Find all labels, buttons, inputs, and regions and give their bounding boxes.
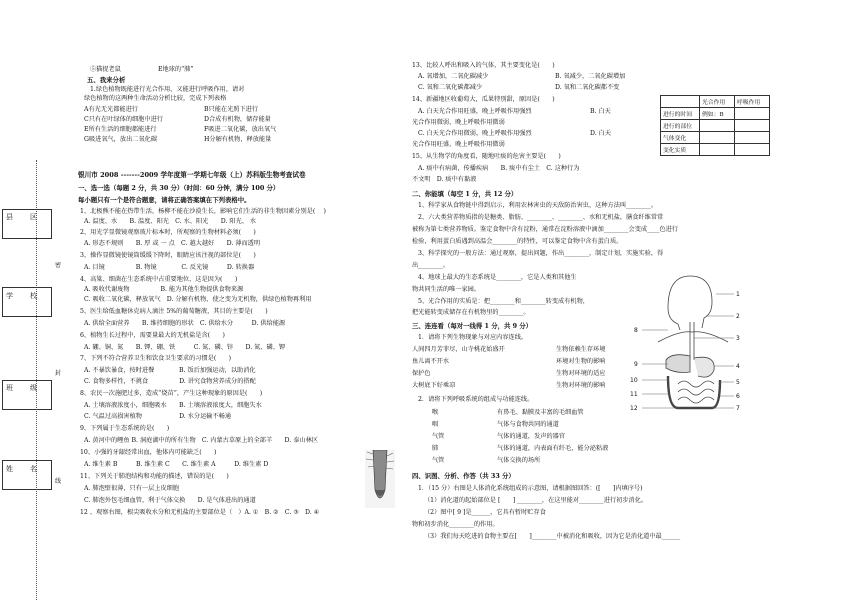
question-line: 1．（15 分）右图是人体消化系统组成的示意图，请根据图回答：([ ]内填序号) — [418, 485, 643, 492]
option-line: A. 温度、水 B. 温度、阳光 C. 水、阳光 D. 阳光、 水 — [84, 218, 257, 225]
match-left-item[interactable]: 气管 — [432, 433, 445, 440]
fill-line: 3、科学探究的一般方法：通过观察，提出问题，作出________，制定计划，实施实验，得 — [418, 250, 664, 257]
option-line: B. 白天 — [590, 108, 611, 115]
figure-label: 11 — [630, 391, 638, 398]
seal-char-2: 封 — [55, 370, 62, 377]
comparison-table — [660, 95, 770, 156]
match-right-item[interactable]: 环境对生物的影响 — [556, 358, 606, 365]
root-tip-figure — [365, 450, 395, 508]
question-line: 11、下列关于肺泡结构和功能的描述，错误的是( ) — [80, 473, 229, 480]
option-line: A. 白天光合作用旺盛，晚上呼吸作用强烈 — [418, 108, 532, 115]
option-line: A. 土壤溶液浓度小，细胞吸水 B. 土壤溶液浓度大，细胞失水 — [84, 402, 262, 409]
class-label: 班 级 — [6, 384, 42, 392]
table-cell[interactable] — [735, 144, 770, 156]
match-left-item[interactable]: 保护色 — [412, 370, 431, 377]
match-left-item[interactable]: 喉 — [432, 409, 439, 416]
option-line: A. 黄河中的鲤鱼 B. 洞庭湖中的所有生物 C. 内蒙古草原上的全部羊 D. 泰山林区 — [84, 437, 318, 444]
match-right-item[interactable]: 生物依赖生存环境 — [556, 346, 606, 353]
option-line: A. 不暴饮暴食，按时进餐 B. 饭后加强运动，以助消化 — [84, 367, 256, 374]
question-line: 2．请将下列呼吸系统的组成与功能连线。 — [418, 396, 534, 403]
match-left-item[interactable]: 肺 — [432, 445, 439, 452]
option-line: G吸进氧气，放出二氧化碳 — [84, 136, 158, 143]
table-cell — [661, 96, 700, 108]
table-cell: 进行的部位 — [661, 120, 700, 132]
question-line: 1．请将下列生物现象与对应内容连线。 — [418, 334, 528, 341]
option-line: A. 肺泡壁很薄，只有一层上皮细胞 — [84, 485, 180, 492]
option-line: C. 吸收二氧化碳，释放氧气 D. 分解有机物，使之变为无机物，供绿色植物再利用 — [84, 296, 312, 303]
question-line: 1、北极熊不能在热带生活，杨柳不能在沙漠生长，影响它们生活的非生物因素分别是( ) — [80, 208, 326, 215]
part1-note: 每小题只有一个是符合题意，请将正确答案填在下列表格中。 — [78, 196, 251, 204]
item-line: ⑤猫捉老鼠 — [90, 66, 121, 73]
option-line: A. 维生素 B B. 维生素 C C. 维生素 A D. 维生素 D — [84, 461, 269, 468]
option-line: A有光无光都能进行 — [84, 106, 138, 113]
section-heading-2: 二、你能填（每空 1 分，共 12 分） — [412, 190, 518, 198]
option-line: C. 食物多样性，不挑食 D. 讲究食物营养成分的搭配 — [84, 378, 256, 385]
figure-label: 6 — [736, 393, 740, 400]
fill-line: 把光能转变成储存在有机物里的________。 — [412, 309, 530, 316]
table-cell[interactable]: 光合作用 — [700, 96, 735, 108]
section-heading-5: 五、我来分析 — [87, 76, 126, 84]
table-cell[interactable] — [700, 144, 735, 156]
option-line: A. 氧增加，二氧化碳减少 — [418, 73, 489, 80]
option-line: D合成有机物，储存能量 — [204, 116, 271, 123]
match-right-item[interactable]: 生物对环境的适应 — [556, 370, 606, 377]
table-cell[interactable] — [735, 132, 770, 144]
question-line: 9、下列属于生态系统的是( ) — [80, 425, 170, 432]
figure-label: 1 — [736, 291, 740, 298]
item-line: 绿色植物的这两种生命活动分析比较，完成下列表格 — [84, 95, 227, 102]
question-line: 5、医生给低血糖休克病人滴注 5%的葡萄糖液，其目的主要是( ) — [80, 308, 268, 315]
question-line: 14、新疆地区收葡萄大，瓜果特别甜，原因是( ) — [412, 96, 555, 103]
option-line: A. 痰中有病菌，传播疾病 B. 痰中有尘土 C. 这种行为 — [418, 165, 580, 172]
table-cell[interactable]: 呼吸作用 — [735, 96, 770, 108]
table-cell: 变化实质 — [661, 144, 700, 156]
question-line: 13、比较人呼出和吸入的气体，其主要变化是( ) — [412, 62, 555, 69]
fill-line: 物共同生活的唯一家园。 — [412, 286, 481, 293]
option-line: A. 硼、铜、氮 B. 钾、硼、铁 C. 氮、磷、锌 D. 氮、磷、钾 — [84, 344, 286, 351]
option-line: A. 供给全面营养 B. 维持细胞的形状 C. 供给水分 D. 供给能源 — [84, 320, 286, 327]
question-line: 4、高粱、细菌在生态系统中占重要地位，这是因为( ) — [80, 276, 238, 283]
fill-line: 物和初步消化________的作用。 — [412, 521, 499, 528]
match-left-item[interactable]: 气管 — [432, 457, 445, 464]
table-cell[interactable] — [735, 108, 770, 120]
table-cell: 进行的时间 — [661, 108, 700, 120]
section-heading-4: 四、识图、分析、作答（共 33 分） — [412, 472, 515, 480]
fill-line: 出________。 — [412, 262, 450, 269]
table-cell[interactable] — [700, 120, 735, 132]
section-heading-3: 三、连连看（每对一线得 1 分，共 9 分） — [412, 322, 533, 330]
exam-title: 银川市 2008 -------2009 学年度第一学期七年级（上）苏科版生物考查试卷 — [78, 171, 306, 179]
option-line: B. 氧减少，二氧化碳增加 — [555, 73, 626, 80]
question-line: 2、用光学显微镜观察玻片标本时，所观察的生物材料必须( ) — [80, 229, 256, 236]
table-cell[interactable] — [700, 132, 735, 144]
table-cell: 气体变化 — [661, 132, 700, 144]
part1-heading: 一、选一选（每题 2 分，共 30 分）（时间：60 分钟，满分 100 分） — [78, 184, 280, 192]
option-line: H分解有机物，释放能量 — [204, 136, 272, 143]
question-line: 6、植物生长过程中，需要量最大的无机盐是含( ) — [80, 332, 225, 339]
figure-label: 7 — [736, 405, 740, 412]
figure-label: 4 — [736, 363, 740, 370]
match-right-item[interactable]: 生物对环境的影响 — [556, 382, 606, 389]
figure-label: 12 — [630, 405, 638, 412]
question-line: 10、小强的牙龈经常出血，他体内可能缺乏( ) — [80, 449, 217, 456]
option-line: D. 氧和二氧化碳都不变 — [555, 84, 620, 91]
option-line: C. 氧和二氧化碳都减少 — [418, 84, 483, 91]
option-line: C. 白天光合作用微弱，晚上呼吸作用强烈 — [418, 130, 532, 137]
option-line: B只能在光照下进行 — [204, 106, 259, 113]
option-line: A. 形态不规则 B. 厚 或 一 点 C. 越大越好 D. 薄而透明 — [84, 240, 261, 247]
fill-line: 5、光合作用的实质是：把________和________转变成有机物， — [418, 298, 589, 305]
figure-label: 8 — [634, 327, 638, 334]
match-left-item[interactable]: 大树底下好乘凉 — [412, 382, 456, 389]
question-line: 15、从生物学的角度看，随地吐痰的危害主要是( ) — [412, 153, 561, 160]
seal-char-1: 密 — [55, 262, 62, 269]
match-left-item[interactable]: 咽 — [432, 421, 439, 428]
figure-label: 10 — [630, 377, 638, 384]
question-line: 7、下列不符合营养卫生和饮食卫生要求的习惯是( ) — [80, 355, 232, 362]
fill-line: （2）图中[ 9 ]是______，它具有暂时贮存食 — [424, 509, 546, 516]
seal-char-3: 线 — [55, 478, 62, 485]
match-left-item[interactable]: 鱼儿离不开水 — [412, 358, 450, 365]
fill-line: （3）我们每天吃进的食物主要在[ ]________中被消化和吸收，因为它是消化道中最______ — [424, 533, 681, 540]
option-line: C只有在叶绿体的细胞中进行 — [84, 116, 163, 123]
match-right-item[interactable]: 气体交换的场所 — [497, 457, 541, 464]
fill-line: （1）消化道的起始部位是 [ ] ________，在这里能对________进行初步消化。 — [424, 497, 648, 504]
question-line: 3、操作显微镜使镜筒缓缓下降时，眼睛应该注视的部位是( ) — [80, 252, 256, 259]
option-line: 光合作用旺盛，晚上呼吸作用微弱 — [412, 141, 505, 148]
option-line: 不文明 D. 痰中有黏液 — [412, 176, 477, 183]
fill-line: 2、六大类营养物质指的是糖类、脂肪、________、________、水和无机盐，膳食纤维常常 — [418, 214, 664, 221]
table-cell[interactable]: 例如：B — [700, 108, 735, 120]
match-right-item[interactable]: 有鼻毛、黏膜及丰富的毛细血管 — [497, 409, 584, 416]
option-line: D. 白天 — [590, 130, 612, 137]
figure-label: 9 — [634, 361, 638, 368]
match-right-item[interactable]: 气体的通道，内表面有纤毛，能分泌粘液 — [497, 445, 609, 452]
item-line: E地球的“肺” — [158, 66, 194, 73]
option-line: E所有生活的细胞都能进行 — [84, 126, 157, 133]
figure-label: 5 — [736, 379, 740, 386]
digestive-system-figure — [628, 268, 778, 418]
option-line: F吸进二氧化碳，放出氧气 — [204, 126, 277, 133]
county-label: 县 区 — [6, 213, 42, 221]
fill-line: 4、地球上最大的生态系统是________，它是人类和其他生 — [418, 274, 577, 281]
match-left-item[interactable]: 人间四月芳菲尽，山寺桃花始盛开 — [412, 346, 505, 353]
figure-label: 2 — [736, 313, 740, 320]
fill-line: 检验，利用蛋白质遇到高温会________的特性，可以鉴定食物中含有蛋白质。 — [412, 238, 623, 245]
match-right-item[interactable]: 气体的通道，发声的器官 — [497, 433, 566, 440]
option-line: 光合作用微弱，晚上呼吸作用微弱 — [412, 119, 505, 126]
option-line: A. 吸收代谢废物 B. 能为其他生物提供食物来源 — [84, 286, 244, 293]
name-label: 姓 名 — [6, 465, 42, 473]
question-line: 8、农民一次施肥过多，造成“烧苗”，产生这种现象的原因是( ) — [80, 390, 263, 397]
match-right-item[interactable]: 气体与食物共同的通道 — [497, 421, 559, 428]
option-line: C. 气温过高损害植物 D. 水分运输不畅通 — [84, 413, 232, 420]
option-line: A. 目镜 B. 物镜 C. 反光镜 D. 转换器 — [84, 264, 255, 271]
fill-line: 被称为第七类营养物质。鉴定食物中含有淀粉，通常在淀粉溶液中滴加________会变成____色进行 — [412, 226, 679, 233]
table-cell[interactable] — [735, 120, 770, 132]
fill-line: 1、科学家从食物链中得到启示，利用农林害虫的天敌防治害虫，这种方法叫________。 — [418, 202, 658, 209]
item-line: 1.绿色植物既能进行光合作用，又能进行呼吸作用，请对 — [90, 86, 245, 93]
question-line: 12 、观察右图，根尖吸收水分和无机盐的主要部位是（ ）A. ① B. ② C. ③ D. ④ — [80, 509, 320, 516]
figure-label: 3 — [736, 335, 740, 342]
option-line: C. 肺泡外包毛细血管，利于气体交换 D. 是气体进出的通道 — [84, 497, 256, 504]
school-label: 学 校 — [6, 292, 42, 300]
